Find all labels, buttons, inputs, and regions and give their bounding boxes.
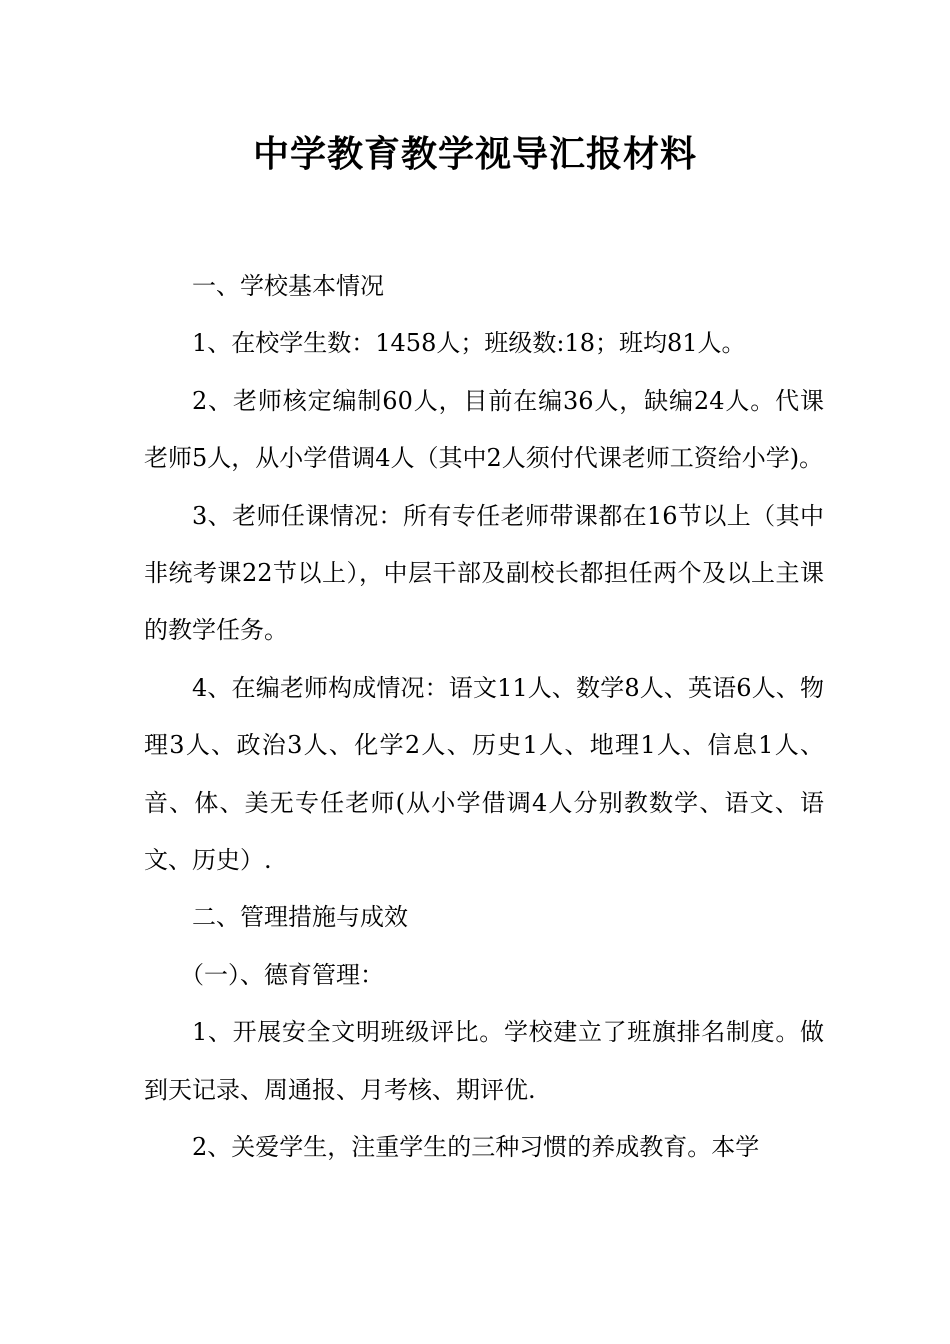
paragraph-class-evaluation: 1、开展安全文明班级评比。学校建立了班旗排名制度。做到天记录、周通报、月考核、期评优.: [144, 1018, 824, 1104]
document-body: [144, 258, 824, 1177]
paragraph-teaching-load: 3、老师任课情况：所有专任老师带课都在16节以上（其中非统考课22节以上），中层干部及副校长都担任两个及以上主课的教学任务。: [144, 501, 824, 645]
paragraph-student-care: 2、关爱学生，注重学生的三种习惯的养成教育。本学: [192, 1133, 760, 1162]
document-title: 中学教育教学视导汇报材料: [252, 133, 697, 175]
section-heading-management: 二、管理措施与成效: [192, 903, 408, 932]
paragraph-student-count: 1、在校学生数：1458人；班级数:18；班均81人。: [192, 329, 746, 358]
subsection-heading-moral-education: （一）、德育管理：: [180, 960, 384, 989]
paragraph-teacher-composition: 4、在编老师构成情况：语文11人、数学8人、英语6人、物理3人、政治3人、化学2人、历史1人、地理1人、信息1人、音、体、美无专任老师(从小学借调4人分别教数学、语文、语文、历史）.: [144, 673, 824, 875]
paragraph-teacher-staffing: 2、老师核定编制60人，目前在编36人，缺编24人。代课老师5人，从小学借调4人（其中2人须付代课老师工资给小学)。: [144, 386, 824, 473]
section-heading-basic-info: 一、学校基本情况: [192, 272, 384, 300]
